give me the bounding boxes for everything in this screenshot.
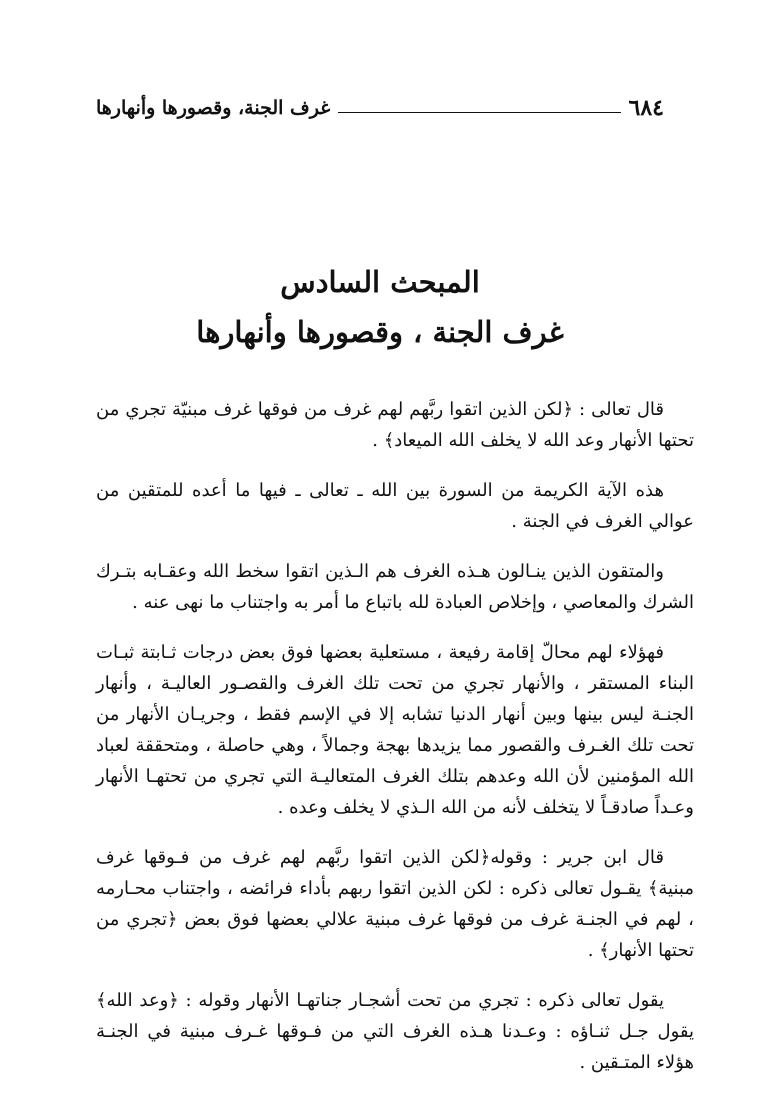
paragraph-2: هذه الآية الكريمة من السورة بين الله ـ تعالى ـ فيها ما أعده للمتقين من عوالي الغرف في الجنة . xyxy=(96,480,694,532)
paragraph-1: قال تعالى : ﴿لكن الذين اتقوا ربَّهم لهم غرف من فوقها غرف مبنيّة تجري من تحتها الأنهار وعد الله لا يخلف الله الميعاد﴾ . xyxy=(96,399,694,451)
paragraph-3: والمتقون الذين ينـالون هـذه الغرف هم الـذين اتقوا سخط الله وعقـابه بتـرك الشرك والمعاصي ، وإخلاص العبادة لله باتباع ما أمر به واجتناب ما نهى عنه . xyxy=(96,561,694,613)
running-header xyxy=(96,88,664,122)
chapter-label: المبحث السادس xyxy=(280,265,480,299)
page-number: ٦٨٤ xyxy=(628,95,664,121)
body-text xyxy=(96,394,694,1078)
paragraph-4: فهؤلاء لهم محالّ إقامة رفيعة ، مستعلية بعضها فوق بعض درجات ثـابتة ثبـات البناء المستقر ، والأنهار تجري من تحت تلك الغرف والقصـور العاليـة ، وأنهار الجنـة ليس بينها وبين أنهار الدنيا تشابه إلا في الإسم فقط ، وجريـان الأنهار من تحت تلك الغـرف والقصور مما يزيدها بهجة وجمالاً ، وهي حاصلة ، ومتحققة لعباد الله المؤمنين لأن الله وعدهم بتلك الغرف المتعاليـة التي تجري من تحتهـا الأنهار وعـداً صادقـاً لا يتخلف لأنه من الله الـذي لا يخلف وعده . xyxy=(96,642,694,818)
running-title: غرف الجنة، وقصورها وأنهارها xyxy=(96,97,331,119)
paragraph-5: قال ابن جرير : وقوله﴿لكن الذين اتقوا ربَّهم لهم غرف من فـوقها غرف مبنية﴾ يقـول تعالى ذكره : لكن الذين اتقوا ربهم بأداء فرائضه ، واجتناب محـارمه ، لهم في الجنـة غرف من فوقها غرف مبنية علالي بعضها فوق بعض ﴿تجري من تحتها الأنهار﴾ . xyxy=(96,847,694,961)
header-rule xyxy=(338,112,620,113)
chapter-heading xyxy=(96,258,664,358)
chapter-title: غرف الجنة ، وقصورها وأنهارها xyxy=(196,315,564,349)
paragraph-6: يقول تعالى ذكره : تجري من تحت أشجـار جناتهـا الأنهار وقوله : ﴿وعد الله﴾ يقول جـل ثنـاؤه : وعـدنا هـذه الغرف التي من فـوقها غـرف مبنية في الجنـة هؤلاء المتـقين . xyxy=(96,990,694,1073)
